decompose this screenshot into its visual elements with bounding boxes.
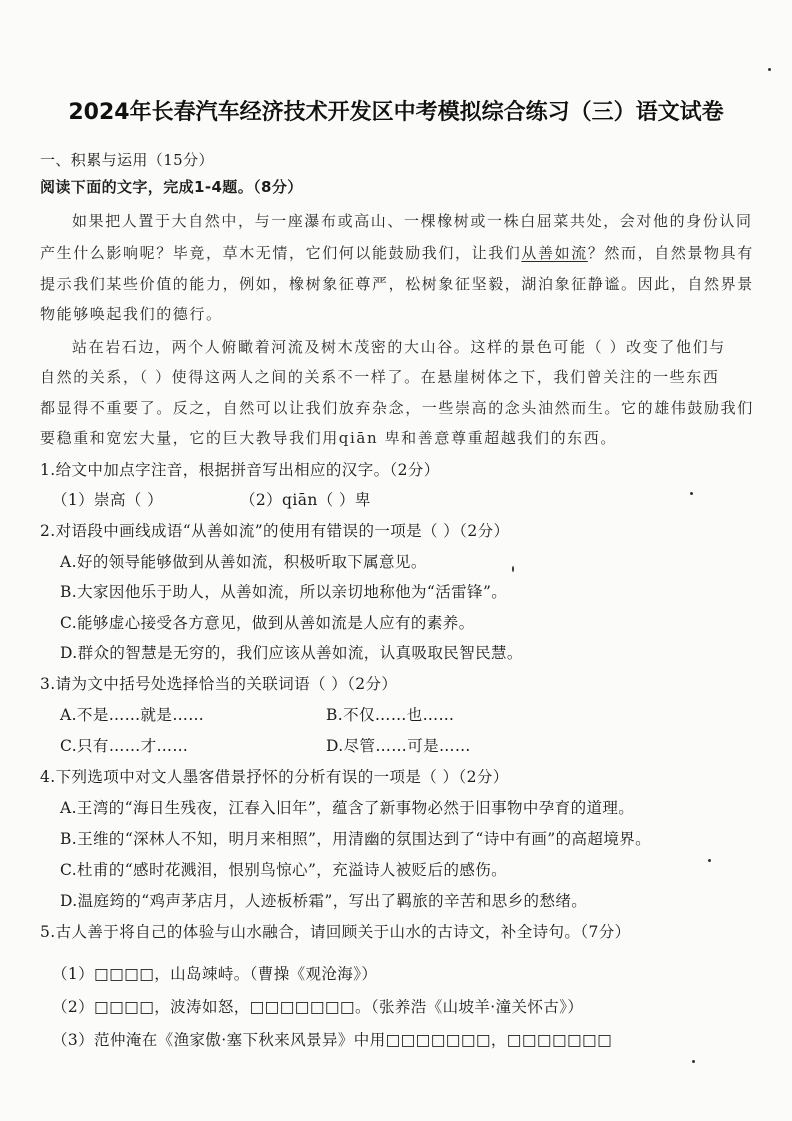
question-4-option-a: A.王湾的“海日生残夜，江春入旧年”，蕴含了新事物必然于旧事物中孕育的道理。 bbox=[60, 799, 635, 817]
passage-text: 产生什么影响呢？毕竟，草木无情，它们何以能鼓励我们，让我们 bbox=[40, 244, 522, 262]
question-5-stem: 5.古人善于将自己的体验与山水融合，请回顾关于山水的古诗文，补全诗句。（7分） bbox=[40, 923, 631, 941]
passage-line: 都显得不重要了。反之，自然可以让我们放弃杂念，一些崇高的念头油然而生。它的雄伟鼓励我们 bbox=[40, 399, 754, 417]
question-2-stem: 2.对语段中画线成语“从善如流”的使用有错误的一项是（ ）（2分） bbox=[40, 522, 510, 540]
question-4-option-d: D.温庭筠的“鸡声茅店月，人迹板桥霜”，写出了羁旅的辛苦和思乡的愁绪。 bbox=[60, 892, 588, 910]
question-1-stem: 1.给文中加点字注音，根据拼音写出相应的汉字。（2分） bbox=[40, 461, 440, 479]
scan-speck bbox=[690, 492, 693, 495]
scan-speck bbox=[512, 566, 514, 572]
passage-line: 如果把人置于大自然中，与一座瀑布或高山、一棵橡树或一株白屈菜共处，会对他的身份认同 bbox=[72, 212, 753, 230]
passage-line: 站在岩石边，两个人俯瞰着河流及树木茂密的大山谷。这样的景色可能（ ）改变了他们与 bbox=[72, 338, 726, 356]
question-2-option-a: A.好的领导能够做到从善如流，积极听取下属意见。 bbox=[60, 553, 427, 571]
passage-line: 自然的关系，（ ）使得这两人之间的关系不一样了。在悬崖树体之下，我们曾关注的一些东西 bbox=[40, 368, 720, 386]
question-4-option-b: B.王维的“深林人不知，明月来相照”，用清幽的氛围达到了“诗中有画”的高超境界。 bbox=[60, 830, 652, 848]
scan-speck bbox=[692, 1060, 695, 1063]
question-5-line-2: （2）□□□□，波涛如怒，□□□□□□□。（张养浩《山坡羊·潼关怀古》） bbox=[52, 998, 584, 1016]
question-3-option-d: D.尽管……可是…… bbox=[326, 737, 471, 755]
question-2-option-d: D.群众的智慧是无穷的，我们应该从善如流，认真吸取民智民慧。 bbox=[60, 644, 523, 662]
scan-speck bbox=[768, 68, 771, 71]
passage-text: ？然而，自然景物具有 bbox=[587, 244, 754, 262]
question-3-option-b: B.不仅……也…… bbox=[326, 706, 455, 724]
question-3-option-c: C.只有……才…… bbox=[60, 737, 189, 755]
question-4-stem: 4.下列选项中对文人墨客借景抒怀的分析有误的一项是（ ）（2分） bbox=[40, 768, 509, 786]
page-title: 2024年长春汽车经济技术开发区中考模拟综合练习（三）语文试卷 bbox=[68, 100, 724, 125]
passage-line: 要稳重和宽宏大量，它的巨大教导我们用qiān 卑和善意尊重超越我们的东西。 bbox=[40, 429, 617, 447]
passage-line: 提示我们某些价值的能力，例如，橡树象征尊严，松树象征坚毅，湖泊象征静谧。因此，自然界景 bbox=[40, 275, 754, 293]
question-1-part-a: （1）崇高（ ） bbox=[52, 491, 163, 509]
question-2-option-c: C.能够虚心接受各方意见，做到从善如流是人应有的素养。 bbox=[60, 614, 475, 632]
question-1-part-b: （2）qiān（ ）卑 bbox=[240, 491, 371, 509]
question-3-stem: 3.请为文中括号处选择恰当的关联词语（ ）（2分） bbox=[40, 675, 398, 693]
passage-line: 物能够唤起我们的德行。 bbox=[40, 305, 223, 323]
question-3-option-a: A.不是……就是…… bbox=[60, 706, 205, 724]
question-5-line-3: （3）范仲淹在《渔家傲·塞下秋来风景异》中用□□□□□□□，□□□□□□□ bbox=[52, 1031, 613, 1049]
reading-instruction: 阅读下面的文字，完成1-4题。（8分） bbox=[40, 178, 303, 196]
underlined-idiom: 从善如流 bbox=[521, 244, 588, 262]
question-4-option-c: C.杜甫的“感时花溅泪，恨别鸟惊心”，充溢诗人被贬后的感伤。 bbox=[60, 861, 508, 879]
question-2-option-b: B.大家因他乐于助人，从善如流，所以亲切地称他为“活雷锋”。 bbox=[60, 583, 508, 601]
scan-speck bbox=[708, 859, 711, 862]
passage-line bbox=[40, 242, 754, 263]
section-heading: 一、积累与运用（15分） bbox=[40, 151, 214, 169]
question-5-line-1: （1）□□□□，山岛竦峙。（曹操《观沧海》） bbox=[52, 965, 378, 983]
